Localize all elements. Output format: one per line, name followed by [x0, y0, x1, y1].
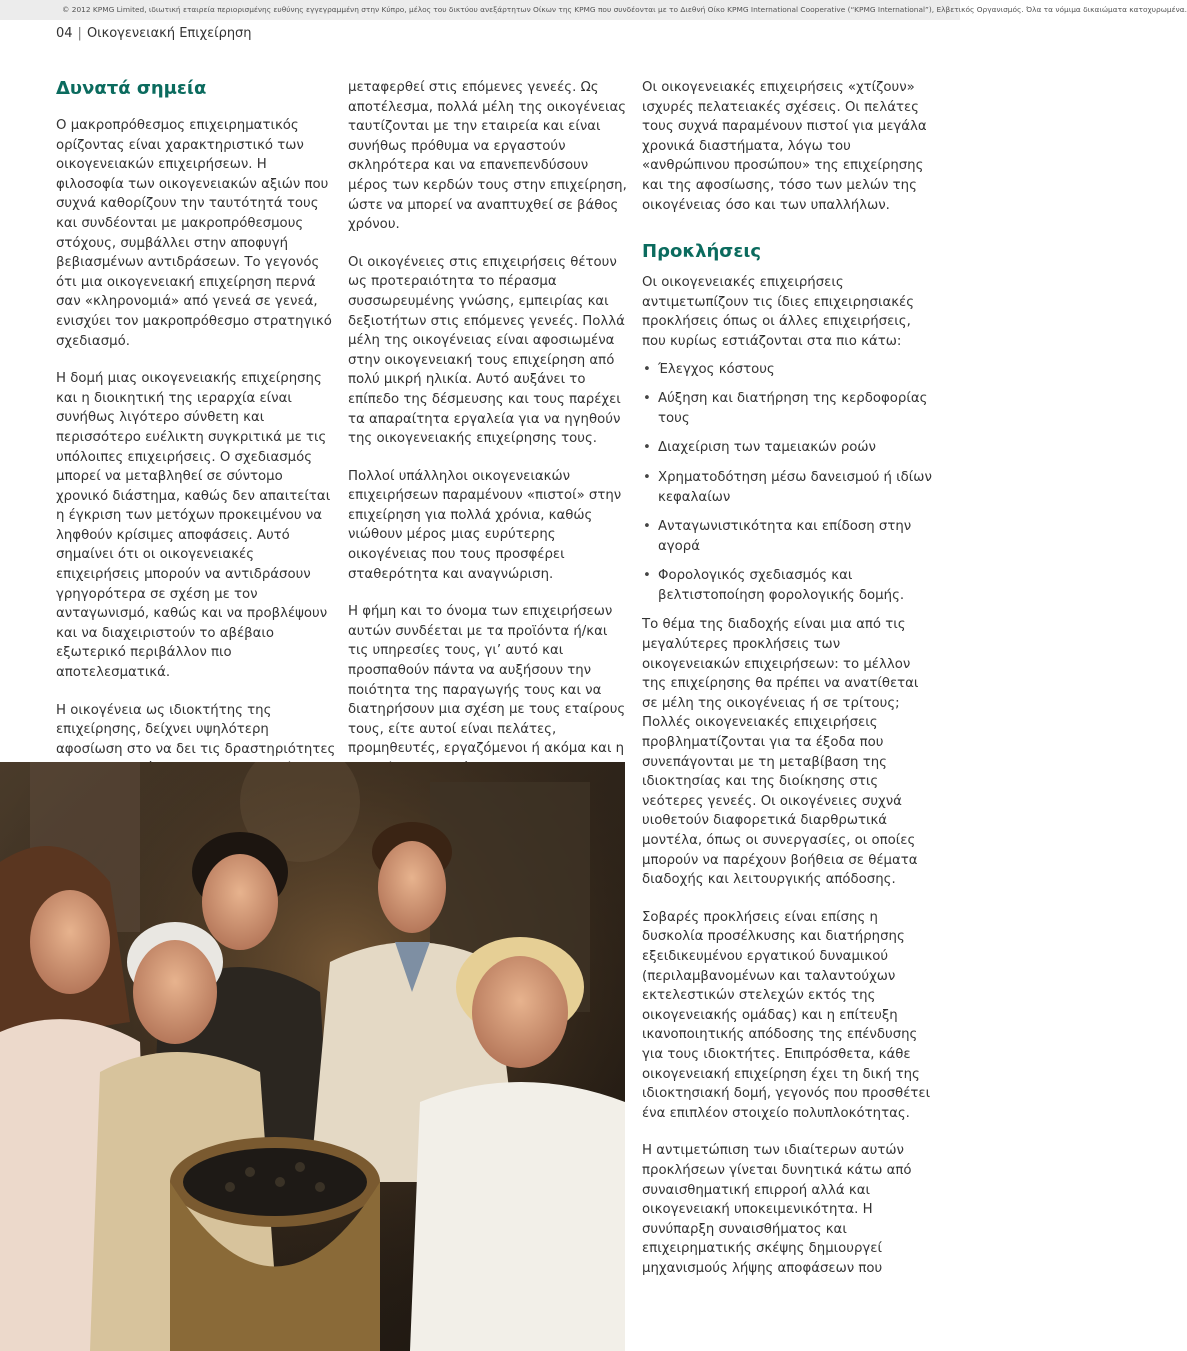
list-item: • Φορολογικός σχεδιασμός και βελτιστοποίηση φορολογικής δομής.	[643, 568, 905, 603]
paragraph: Οι οικογενειακές επιχειρήσεις αντιμετωπίζουν τις ίδιες επιχειρησιακές προκλήσεις όπως οι άλλες επιχειρήσεις, που κυρίως εστιάζονται στα πιο κάτω:	[642, 275, 915, 349]
list-item: • Έλεγχος κόστους	[642, 360, 932, 380]
bullet-icon: •	[643, 391, 651, 407]
paragraph: Η αντιμετώπιση των ιδιαίτερων αυτών προκλήσεων γίνεται δυνητικά κάτω από συναισθηματική επιρροή αλλά και οικογενειακή υποκειμενικότητα. Η συνύπαρξη συναισθήματος και επιχειρηματικής σκέψης δημιουργεί μηχανισμούς λήψης αποφάσεων που	[642, 1143, 912, 1276]
paragraph: Σοβαρές προκλήσεις είναι επίσης η δυσκολία προσέλκυσης και διατήρησης εξειδικευμένου εργατικού δυναμικού (περιλαμβανομένων και ταλαντούχων εκτελεστικών στελεχών εκτός της οικογενειακής ομάδας) και η επίτευξη ικανοποιητικής απόδοσης της επένδυσης για τους ιδιοκτήτες. Επιπρόσθετα, κάθε οικογενειακή επιχείρηση έχει τη δική της ιδιοκτησιακή δομή, γεγονός που προσθέτει ένα επιπλέον στοιχείο πολυπλοκότητας.	[642, 909, 931, 1121]
paragraph: Οι οικογένειες στις επιχειρήσεις θέτουν ως προτεραιότητα το πέρασμα συσσωρευμένης γνώσης, εμπειρίας και δεξιοτήτων στις επόμενες γενεές. Πολλά μέλη της οικογένειας είναι αφοσιωμένα στην οικογενειακή τους επιχείρηση από πολύ μικρή ηλικία. Αυτό αυξάνει το επίπεδο της δέσμευσης και τους παρέχει τα απαραίτητα εργαλεία για να ηγηθούν της οικογενειακής επιχείρησης τους.	[348, 254, 625, 447]
header-separator: |	[77, 26, 82, 41]
copyright-text: © 2012 KPMG Limited, ιδιωτική εταιρεία περιορισμένης ευθύνης εγγεγραμμένη στην Κύπρο, μέλος του δικτύου ανεξάρτητων Οίκων της KPMG που συνδέονται με το Διεθνή Οίκο KPMG International Cooperative (“KPMG International”), Ελβετικός Οργανισμός. Όλα τα νόμιμα δικαιώματα κατοχυρωμένα.	[62, 5, 1187, 14]
paragraph: Οι οικογενειακές επιχειρήσεις «χτίζουν» ισχυρές πελατειακές σχέσεις. Οι πελάτες τους συχνά παραμένουν πιστοί για μεγάλα χρονικά διαστήματα, λόγω του «ανθρώπινου προσώπου» της επιχείρησης και της αφοσίωσης, τόσο των μελών της οικογένειας όσο και των υπαλλήλων.	[642, 80, 927, 213]
page-number: 04	[56, 26, 73, 41]
bullet-icon: •	[643, 440, 651, 456]
paragraph: Το θέμα της διαδοχής είναι μια από τις μεγαλύτερες προκλήσεις των οικογενειακών επιχειρήσεων: το μέλλον της επιχείρησης θα πρέπει να ανατίθεται σε μέλη της οικογένειας ή σε τρίτους; Πολλές οικογενειακές επιχειρήσεις προβληματίζονται για τα έξοδα που συνεπάγονται με τη μεταβίβαση της ιδιοκτησίας και της διοίκησης στις νεότερες γενεές. Οι οικογένειες συχνά υιοθετούν διαφορετικά διαρθρωτικά μοντέλα, όπως οι συνεργασίες, οι οποίες μπορούν να παρέχουν βοήθεια σε θέματα διαδοχής και λειτουργικής απόδοσης.	[642, 617, 919, 888]
bullet-icon: •	[643, 469, 651, 485]
list-item: • Αύξηση και διατήρηση της κερδοφορίας τους	[643, 391, 928, 426]
copyright-bar	[0, 0, 1187, 20]
paragraph: Ο μακροπρόθεσμος επιχειρηματικός ορίζοντας είναι χαρακτηριστικό των οικογενειακών επιχειρήσεων. Η φιλοσοφία των οικογενειακών αξιών που συχνά καθορίζουν την ταυτότητά τους και συνδέονται με μακροπρόθεσμους στόχους, συμβάλλει στην αποφυγή βεβιασμένων αντιδράσεων. Το γεγονός ότι μια οικογενειακή επιχείρηση περνά σαν «κληρονομιά» από γενεά σε γενεά, ενισχύει τον μακροπρόθεσμο στρατηγικό σχεδιασμό.	[56, 118, 332, 349]
list-item: • Χρηματοδότηση μέσω δανεισμού ή ιδίων κεφαλαίων	[643, 469, 932, 505]
list-item: • Διαχείριση των ταμειακών ροών	[642, 438, 932, 458]
bullet-icon: •	[643, 361, 651, 377]
paragraph: μεταφερθεί στις επόμενες γενεές. Ως αποτέλεσμα, πολλά μέλη της οικογένειας ταυτίζονται με την εταιρεία και είναι συνήθως πρόθυμα να εργαστούν σκληρότερα και να επανεπενδύσουν μέρος των κερδών τους στην επιχείρηση, ώστε να μπορεί να αναπτυχθεί σε βάθος χρόνου.	[348, 80, 627, 233]
text-column-3	[642, 78, 932, 1278]
family-photo	[0, 762, 625, 1351]
bullet-icon: •	[643, 519, 651, 535]
paragraph: Η φήμη και το όνομα των επιχειρήσεων αυτών συνδέεται με τα προϊόντα ή/και τις υπηρεσίες τους, γι’ αυτό και προσπαθούν πάντα να αυξήσουν την ποιότητα της παραγωγής τους και να διατηρήσουν μια σχέση με τους εταίρους τους, είτε αυτοί είναι πελάτες, προμηθευτές, εργαζόμενοι ή ακόμα και η	[348, 604, 626, 757]
paragraph: Η οικογένεια ως ιδιοκτήτης της επιχείρησης, δείχνει υψηλότερη αφοσίωση στο να δει τις δραστηριότητες	[56, 702, 336, 757]
page-header	[56, 26, 252, 41]
list-item: • Ανταγωνιστικότητα και επίδοση στην αγορά	[643, 519, 912, 554]
paragraph: Πολλοί υπάλληλοι οικογενειακών επιχειρήσεων παραμένουν «πιστοί» στην επιχείρηση για πολλά χρόνια, καθώς νιώθουν μέρος μιας ευρύτερης οικογένειας που τους προσφέρει σταθερότητα και αναγνώριση.	[348, 468, 622, 582]
page-header-title: Οικογενειακή Επιχείρηση	[86, 26, 252, 41]
challenges-list	[642, 360, 932, 606]
text-column-1	[56, 78, 336, 799]
bullet-icon: •	[643, 568, 651, 584]
text-column-2	[348, 78, 628, 779]
paragraph: Η δομή μιας οικογενειακής επιχείρησης και η διοικητική της ιεραρχία είναι συνήθως λιγότερο σύνθετη και περισσότερο ευέλικτη συγκριτικά με τις υπόλοιπες επιχειρήσεις. Ο σχεδιασμός μπορεί να μεταβληθεί σε σύντομο χρονικό διάστημα, καθώς δεν απαιτείται η έγκριση των μετόχων προκειμένου να ληφθούν κρίσιμες αποφάσεις. Αυτό σημαίνει ότι οι οικογενειακές επιχειρήσεις μπορούν να αντιδράσουν γρηγορότερα σε σχέση με τον ανταγωνισμό, καθώς και να προβλέψουν και να διαχειριστούν το αβέβαιο εξωτερικό περιβάλλον πιο αποτελεσματικά.	[56, 371, 331, 681]
family-photo-illustration	[0, 762, 625, 1351]
section-heading-strengths: Δυνατά σημεία	[56, 78, 207, 99]
section-heading-challenges: Προκλήσεις	[642, 241, 762, 263]
